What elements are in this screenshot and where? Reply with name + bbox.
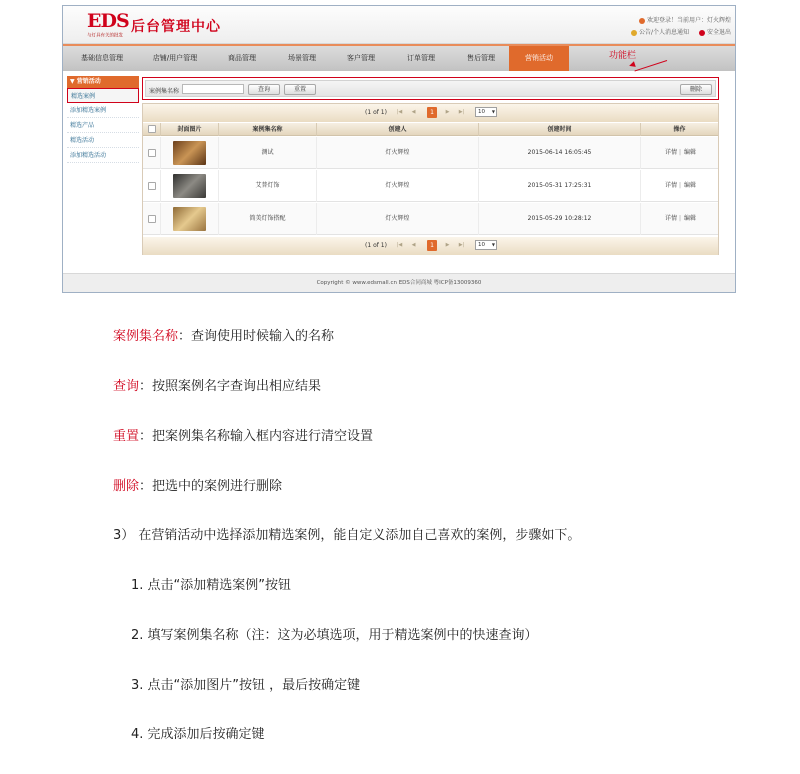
prev-page-icon[interactable]: ◀ bbox=[411, 242, 416, 248]
power-icon bbox=[699, 30, 705, 36]
sidebar-item-featured-products[interactable]: 精选产品 bbox=[67, 118, 139, 133]
next-page-icon[interactable]: ▶ bbox=[445, 109, 450, 115]
term-reset bbox=[113, 428, 373, 446]
sidebar-item-featured-events[interactable]: 精选活动 bbox=[67, 133, 139, 148]
action-separator: | bbox=[679, 215, 682, 222]
logo bbox=[87, 12, 127, 38]
col-cover: 封面图片 bbox=[161, 123, 219, 136]
chevron-down-icon: ▼ bbox=[491, 242, 495, 247]
created-time: 2015-06-14 16:05:45 bbox=[479, 137, 641, 169]
admin-title: 后台管理中心 bbox=[131, 19, 221, 35]
case-name: 艾普灯饰 bbox=[219, 170, 317, 202]
sidebar-heading[interactable]: ▼ 营销活动 bbox=[67, 76, 139, 88]
bell-icon bbox=[631, 30, 637, 36]
col-actions: 操作 bbox=[673, 126, 686, 133]
table-row bbox=[143, 203, 718, 235]
logout-link[interactable]: 安全退出 bbox=[706, 29, 731, 36]
created-time: 2015-05-29 10:28:12 bbox=[479, 203, 641, 235]
nav-item-products[interactable]: 商品管理 bbox=[228, 54, 256, 62]
detail-link[interactable]: 详情 bbox=[665, 149, 678, 156]
last-page-icon[interactable]: ▶| bbox=[458, 109, 465, 115]
nav-item-scenes[interactable]: 场景管理 bbox=[288, 54, 316, 62]
edit-link[interactable]: 编辑 bbox=[684, 182, 697, 189]
step-item: 2. 填写案例集名称（注：这为必填选项，用于精选案例中的快速查询） bbox=[131, 628, 538, 643]
detail-link[interactable]: 详情 bbox=[665, 215, 678, 222]
created-time: 2015-05-31 17:25:31 bbox=[479, 170, 641, 202]
step-item: 4. 完成添加后按确定键 bbox=[131, 727, 265, 742]
admin-screenshot bbox=[62, 5, 736, 293]
pager-count: (1 of 1) bbox=[365, 242, 387, 249]
pager-bottom bbox=[143, 237, 718, 255]
nav-item-orders[interactable]: 订单管理 bbox=[407, 54, 435, 62]
nav-item-marketing[interactable]: 营销活动 bbox=[509, 46, 569, 71]
term-desc: ：按照案例名字查询出相应结果 bbox=[139, 379, 322, 394]
row-checkbox[interactable] bbox=[148, 149, 156, 157]
creator: 灯火辉煌 bbox=[317, 203, 479, 235]
col-creator: 创建人 bbox=[317, 123, 479, 136]
row-checkbox[interactable] bbox=[148, 182, 156, 190]
nav-item-shop-user[interactable]: 店铺/用户管理 bbox=[152, 54, 198, 62]
action-separator: | bbox=[679, 182, 682, 189]
term-delete bbox=[113, 478, 282, 496]
term-label: 案例集名称 bbox=[113, 329, 179, 344]
page-size-select[interactable]: 10 ▼ bbox=[475, 107, 497, 117]
search-label: 案例集名称 bbox=[149, 88, 180, 95]
speaker-icon bbox=[639, 18, 645, 24]
edit-link[interactable]: 编辑 bbox=[684, 149, 697, 156]
row-checkbox[interactable] bbox=[148, 215, 156, 223]
nav-item-after-sales[interactable]: 售后管理 bbox=[467, 54, 495, 62]
footer: Copyright © www.edsmall.cn EDS合同商城 粤ICP备13009360 bbox=[63, 273, 735, 293]
term-desc: ：把案例集名称输入框内容进行清空设置 bbox=[139, 429, 374, 444]
nav-item-customers[interactable]: 客户管理 bbox=[347, 54, 375, 62]
pager-top bbox=[143, 104, 718, 122]
term-label: 重置 bbox=[113, 429, 140, 444]
current-page[interactable]: 1 bbox=[427, 240, 437, 251]
header-bar bbox=[63, 6, 735, 44]
term-label: 查询 bbox=[113, 379, 140, 394]
term-desc: ：查询使用时候输入的名称 bbox=[178, 329, 335, 344]
col-case-name: 案例集名称 bbox=[219, 123, 317, 136]
case-name: 简美灯饰搭配 bbox=[219, 203, 317, 235]
next-page-icon[interactable]: ▶ bbox=[445, 242, 450, 248]
sidebar-item-featured-cases[interactable]: 精选案例 bbox=[67, 88, 139, 103]
logo-tagline: 与灯具有关的批发 bbox=[87, 32, 124, 39]
creator: 灯火辉煌 bbox=[317, 170, 479, 202]
cover-image bbox=[173, 174, 206, 198]
notice-link[interactable]: 公告/个人消息通知 bbox=[639, 29, 690, 36]
detail-link[interactable]: 详情 bbox=[665, 182, 678, 189]
edit-link[interactable]: 编辑 bbox=[684, 215, 697, 222]
cover-image bbox=[173, 207, 206, 231]
case-name: 测试 bbox=[219, 137, 317, 169]
term-case-name bbox=[113, 328, 334, 346]
table-header bbox=[143, 123, 718, 136]
term-desc: ：把选中的案例进行删除 bbox=[139, 479, 283, 494]
table-row bbox=[143, 170, 718, 202]
case-name-input[interactable] bbox=[182, 84, 244, 94]
reset-button[interactable]: 重置 bbox=[284, 84, 316, 95]
welcome-text: 欢迎登录！当前用户：灯火辉煌 bbox=[646, 17, 731, 24]
callout-label: 功能栏 bbox=[609, 51, 637, 61]
term-query bbox=[113, 378, 321, 396]
first-page-icon[interactable]: |◀ bbox=[396, 109, 403, 115]
query-button[interactable]: 查询 bbox=[248, 84, 280, 95]
col-created-time: 创建时间 bbox=[479, 123, 641, 136]
logo-mark: EDS bbox=[87, 10, 129, 32]
action-separator: | bbox=[679, 149, 682, 156]
sidebar-item-add-featured-case[interactable]: 添加精选案例 bbox=[67, 103, 139, 118]
current-page[interactable]: 1 bbox=[427, 107, 437, 118]
page-size-select[interactable]: 10 ▼ bbox=[475, 240, 497, 250]
last-page-icon[interactable]: ▶| bbox=[458, 242, 465, 248]
delete-button[interactable]: 删除 bbox=[680, 84, 712, 95]
cover-image bbox=[173, 141, 206, 165]
creator: 灯火辉煌 bbox=[317, 137, 479, 169]
step-heading: 3） 在营销活动中选择添加精选案例，能自定义添加自己喜欢的案例，步骤如下。 bbox=[113, 528, 581, 543]
prev-page-icon[interactable]: ◀ bbox=[411, 109, 416, 115]
term-label: 删除 bbox=[113, 479, 140, 494]
nav-item-basic-info[interactable]: 基础信息管理 bbox=[81, 54, 123, 62]
sidebar bbox=[67, 76, 139, 272]
pager-count: (1 of 1) bbox=[365, 109, 387, 116]
sidebar-item-add-featured-event[interactable]: 添加精选活动 bbox=[67, 148, 139, 163]
case-table bbox=[142, 103, 719, 255]
search-bar bbox=[142, 77, 719, 100]
first-page-icon[interactable]: |◀ bbox=[396, 242, 403, 248]
select-all-checkbox[interactable] bbox=[148, 125, 156, 133]
step-item: 3. 点击“添加图片”按钮 ，最后按确定键 bbox=[131, 678, 361, 693]
header-user-area bbox=[631, 15, 731, 39]
chevron-down-icon: ▼ bbox=[491, 109, 495, 114]
step-item: 1. 点击“添加精选案例”按钮 bbox=[131, 578, 292, 593]
table-row bbox=[143, 137, 718, 169]
